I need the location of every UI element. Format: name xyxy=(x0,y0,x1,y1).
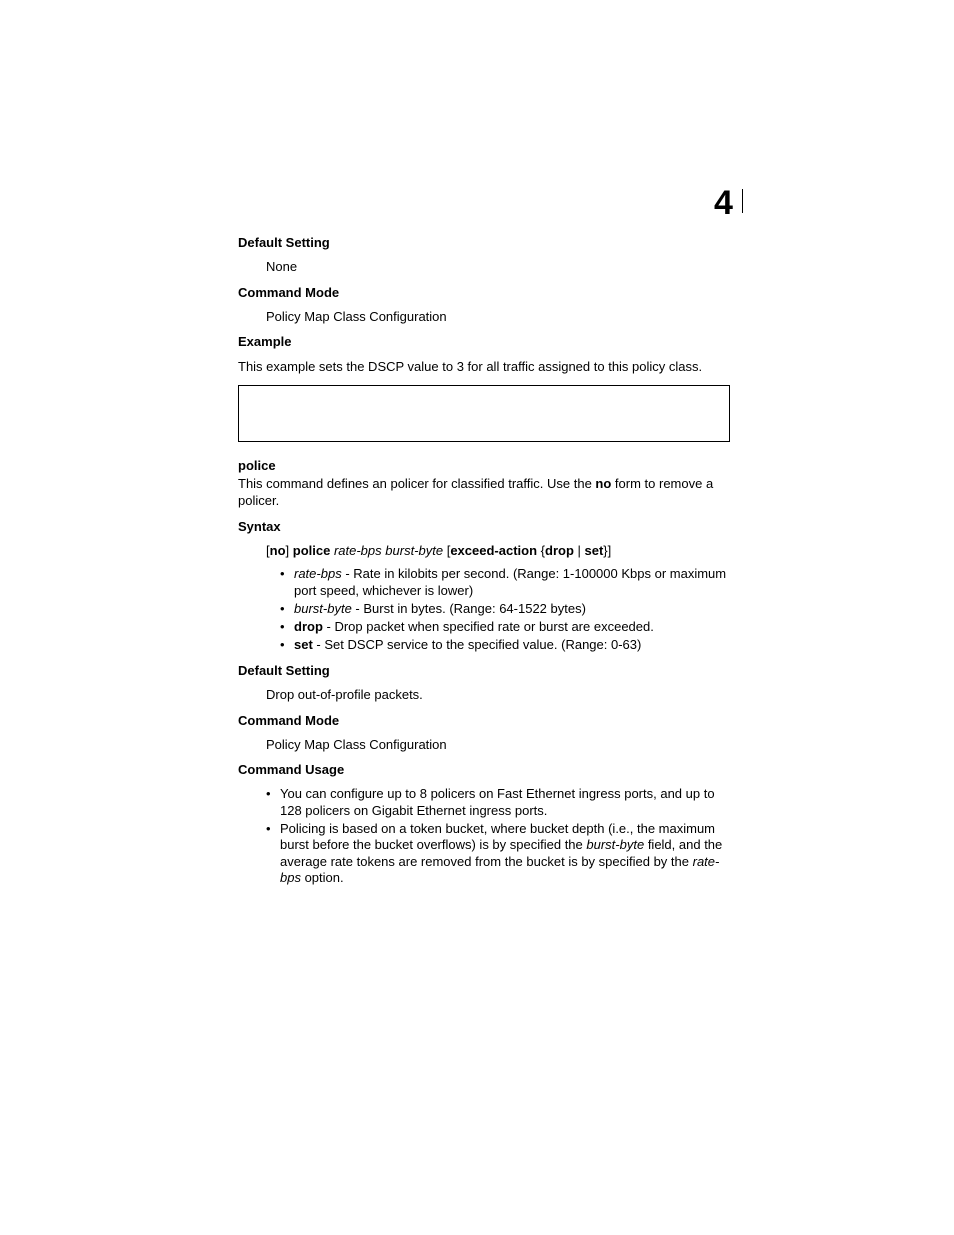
police-default-setting-heading: Default Setting xyxy=(238,663,330,678)
param-name: rate-bps xyxy=(294,566,342,581)
list-item xyxy=(266,786,732,819)
bullet: • xyxy=(266,786,271,801)
param-desc: - Rate in kilobits per second. (Range: 1-100000 Kbps or maximum port speed, whichever is lower) xyxy=(294,566,727,598)
list-item xyxy=(266,821,732,887)
list-item xyxy=(280,637,732,654)
police-command-mode-heading: Command Mode xyxy=(238,713,340,728)
example-code-box xyxy=(238,385,730,442)
usage-text: You can configure up to 8 policers on Fast Ethernet ingress ports, and up to 128 policers on Gigabit Ethernet ingress ports. xyxy=(280,786,715,818)
police-description xyxy=(238,475,730,509)
syntax-p8: }] xyxy=(603,543,612,558)
param-desc: - Drop packet when specified rate or burst are exceeded. xyxy=(322,618,654,634)
example-text: This example sets the DSCP value to 3 for all traffic assigned to this policy class. xyxy=(238,359,703,374)
syntax-burst: burst-byte xyxy=(385,543,444,558)
param-desc: - Burst in bytes. (Range: 64-1522 bytes) xyxy=(351,600,586,616)
syntax-line xyxy=(266,542,611,559)
usage-rate-bps: rate-bps xyxy=(280,853,720,885)
desc-part-2: form to remove a policer. xyxy=(238,476,714,508)
default-setting-heading: Default Setting xyxy=(238,235,330,250)
usage-text-c: option. xyxy=(300,870,344,885)
usage-text-b: field, and the average rate tokens are removed from the bucket is by specified by the xyxy=(280,837,723,869)
bullet: • xyxy=(266,820,271,836)
param-name: drop xyxy=(294,618,323,634)
police-command-mode-value: Policy Map Class Configuration xyxy=(266,737,447,752)
command-usage-heading: Command Usage xyxy=(238,762,345,777)
list-item xyxy=(280,619,732,636)
usage-list xyxy=(266,786,732,888)
syntax-drop: drop xyxy=(545,543,574,558)
usage-text-a: Policing is based on a token bucket, where bucket depth (i.e., the maximum burst before the bucket overflows) is by specified the xyxy=(280,820,716,852)
syntax-no: no xyxy=(269,543,286,558)
param-desc: - Set DSCP service to the specified value. (Range: 0-63) xyxy=(312,636,642,652)
bullet: • xyxy=(280,636,285,652)
bullet: • xyxy=(280,618,285,634)
param-name: burst-byte xyxy=(294,600,352,616)
bullet: • xyxy=(280,566,285,581)
syntax-p5: [ xyxy=(443,543,451,558)
syntax-heading: Syntax xyxy=(238,519,281,534)
chapter-number: 4 xyxy=(714,184,733,222)
desc-no-keyword: no xyxy=(595,476,612,491)
syntax-rate: rate-bps xyxy=(333,543,382,558)
syntax-p7: | xyxy=(573,543,585,558)
syntax-exceed: exceed-action xyxy=(450,543,538,558)
syntax-p2: ] xyxy=(285,543,293,558)
syntax-p1: [ xyxy=(266,543,270,558)
list-item xyxy=(280,601,732,618)
example-heading: Example xyxy=(238,334,292,349)
police-default-setting-value: Drop out-of-profile packets. xyxy=(266,687,423,702)
desc-part-1: This command defines an policer for classified traffic. Use the xyxy=(238,476,596,491)
parameter-list xyxy=(280,566,732,655)
bullet: • xyxy=(280,600,285,616)
default-setting-value: None xyxy=(266,259,298,274)
command-mode-heading: Command Mode xyxy=(238,285,340,300)
syntax-p6: { xyxy=(537,543,545,558)
command-mode-value: Policy Map Class Configuration xyxy=(266,309,447,324)
param-name: set xyxy=(294,636,313,652)
chapter-divider xyxy=(742,189,743,213)
usage-burst-byte: burst-byte xyxy=(586,837,645,852)
syntax-police: police xyxy=(292,543,331,558)
list-item xyxy=(280,566,732,599)
syntax-set: set xyxy=(584,543,604,558)
police-title: police xyxy=(238,458,276,473)
